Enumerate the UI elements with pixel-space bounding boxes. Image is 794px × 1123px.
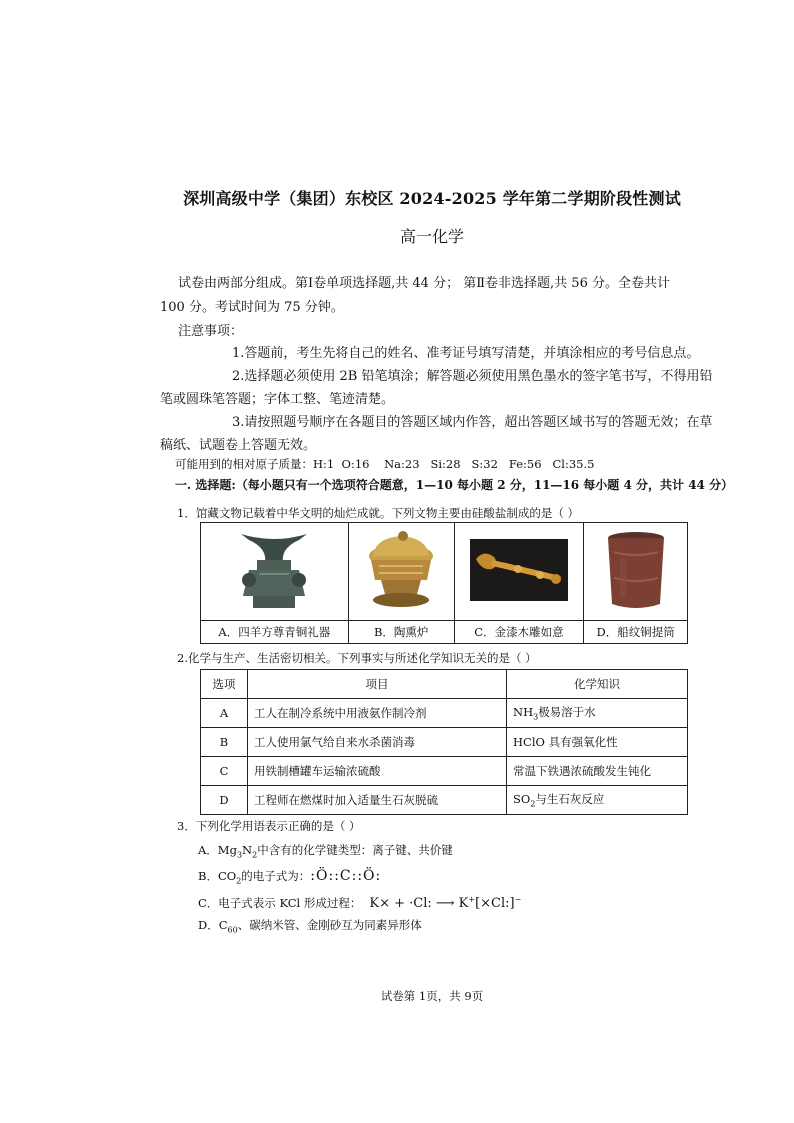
table-row <box>201 699 688 728</box>
artifact-b-cell <box>348 523 454 621</box>
q2-row-item: 工程师在燃煤时加入适量生石灰脱硫 <box>248 786 507 815</box>
knowledge-text-tail: 与生石灰反应 <box>535 792 605 807</box>
table-row <box>201 728 688 757</box>
q2-header-option: 选项 <box>201 670 248 699</box>
kcl-formation-left: K× + ·Cl: ⟶ K <box>369 896 469 911</box>
q3-option-b <box>198 868 381 885</box>
option-a-mid: N <box>242 843 253 857</box>
q2-row-knowledge <box>507 699 688 728</box>
notice-3b: 稿纸、试题卷上答题无效。 <box>160 438 317 453</box>
artifact-b-label: B．陶熏炉 <box>348 621 454 644</box>
q2-header-knowledge: 化学知识 <box>507 670 688 699</box>
intro-line-1: 试卷由两部分组成。第Ⅰ卷单项选择题,共 44 分； 第Ⅱ卷非选择题,共 56 分。全卷共计 <box>178 276 670 291</box>
q3-option-c <box>198 895 521 911</box>
q3-option-a <box>198 842 453 859</box>
q1-artifact-table <box>200 522 688 644</box>
notice-3a: 3.请按照题号顺序在各题目的答题区域内作答，超出答题区域书写的答题无效；在草 <box>232 415 713 430</box>
bronze-bucket-image <box>600 528 672 612</box>
q2-stem: 2.化学与生产、生活密切相关。下列事实与所述化学知识无关的是（ ） <box>177 651 537 665</box>
knowledge-text-tail: 极易溶于水 <box>538 705 596 720</box>
option-d-tail: 、碳纳米管、金刚砂互为同素异形体 <box>237 918 422 932</box>
exam-subject: 高一化学 <box>399 227 464 246</box>
option-a-text: A．Mg <box>198 843 237 857</box>
knowledge-text: SO <box>513 792 531 807</box>
section-1-label: 一. 选择题: <box>175 478 236 492</box>
artifact-c-cell <box>454 523 584 621</box>
q3-stem: 3．下列化学用语表示正确的是（ ） <box>177 819 361 833</box>
notice-2a: 2.选择题必须使用 2B 铅笔填涂；解答题必须使用黑色墨水的签字笔书写，不得用铅 <box>232 369 713 384</box>
q2-row-knowledge: 常温下铁遇浓硫酸发生钝化 <box>507 757 688 786</box>
knowledge-subscript: 3 <box>533 712 539 722</box>
option-b-sub: 2 <box>236 876 242 886</box>
knowledge-text: NH <box>513 705 534 720</box>
q2-table <box>200 669 688 815</box>
kcl-formation-right: [×Cl:] <box>475 896 515 911</box>
q3-option-d <box>198 917 422 934</box>
q2-row-option: A <box>201 699 248 728</box>
notice-2b: 笔或圆珠笔答题；字体工整、笔迹清楚。 <box>160 392 395 407</box>
option-c-text: C．电子式表示 KCl 形成过程： <box>198 896 362 910</box>
q2-row-option: C <box>201 757 248 786</box>
option-a-sub1: 3 <box>236 850 243 860</box>
q2-row-item: 工人使用氯气给自来水杀菌消毒 <box>248 728 507 757</box>
option-d-sub: 60 <box>227 925 238 935</box>
q2-row-item: 用铁制槽罐车运输浓硫酸 <box>248 757 507 786</box>
kcl-k-charge: + <box>468 895 476 905</box>
co2-electron-formula: :Ö::C::Ö: <box>310 868 382 884</box>
intro-line-2: 100 分。考试时间为 75 分钟。 <box>160 300 344 315</box>
section-1-desc: （每小题只有一个选项符合题意，1—10 每小题 2 分，11—16 每小题 4 分，共计 44 分） <box>235 478 734 492</box>
option-d-text: D．C <box>198 918 228 932</box>
exam-title: 深圳高级中学（集团）东校区 2024-2025 学年第二学期阶段性测试 <box>183 189 681 208</box>
section-1-heading <box>175 476 733 493</box>
q2-row-option: B <box>201 728 248 757</box>
q2-header-item: 项目 <box>248 670 507 699</box>
kcl-cl-charge: − <box>514 895 522 905</box>
option-a-sub2: 2 <box>252 850 258 860</box>
knowledge-subscript: 2 <box>530 799 536 809</box>
pottery-censer-image <box>361 530 441 610</box>
q2-row-item: 工人在制冷系统中用液氨作制冷剂 <box>248 699 507 728</box>
q2-row-knowledge <box>507 786 688 815</box>
page-footer: 试卷第 1页，共 9页 <box>380 989 484 1003</box>
bronze-zun-image <box>219 526 329 614</box>
ruyi-scepter-image <box>470 539 568 601</box>
option-b-text: B．CO <box>198 869 237 883</box>
q2-row-option: D <box>201 786 248 815</box>
table-row <box>201 786 688 815</box>
artifact-c-label: C．金漆木雕如意 <box>454 621 584 644</box>
artifact-a-cell <box>201 523 349 621</box>
q2-row-knowledge: HClO 具有强氧化性 <box>507 728 688 757</box>
option-a-tail: 中含有的化学键类型：离子键、共价键 <box>257 843 453 857</box>
artifact-d-cell <box>584 523 688 621</box>
artifact-d-label: D．船纹铜提筒 <box>584 621 688 644</box>
notice-title: 注意事项： <box>178 324 244 339</box>
table-row <box>201 757 688 786</box>
option-b-tail: 的电子式为： <box>241 869 311 883</box>
artifact-a-label: A．四羊方尊青铜礼器 <box>201 621 349 644</box>
atomic-masses: 可能用到的相对原子质量：H:1 O:16 Na:23 Si:28 S:32 Fe:56 Cl:35.5 <box>175 457 595 471</box>
notice-1: 1.答题前，考生先将自己的姓名、准考证号填写清楚，并填涂相应的考号信息点。 <box>232 346 700 361</box>
q1-stem: 1．馆藏文物记载着中华文明的灿烂成就。下列文物主要由硅酸盐制成的是（ ） <box>177 506 579 520</box>
